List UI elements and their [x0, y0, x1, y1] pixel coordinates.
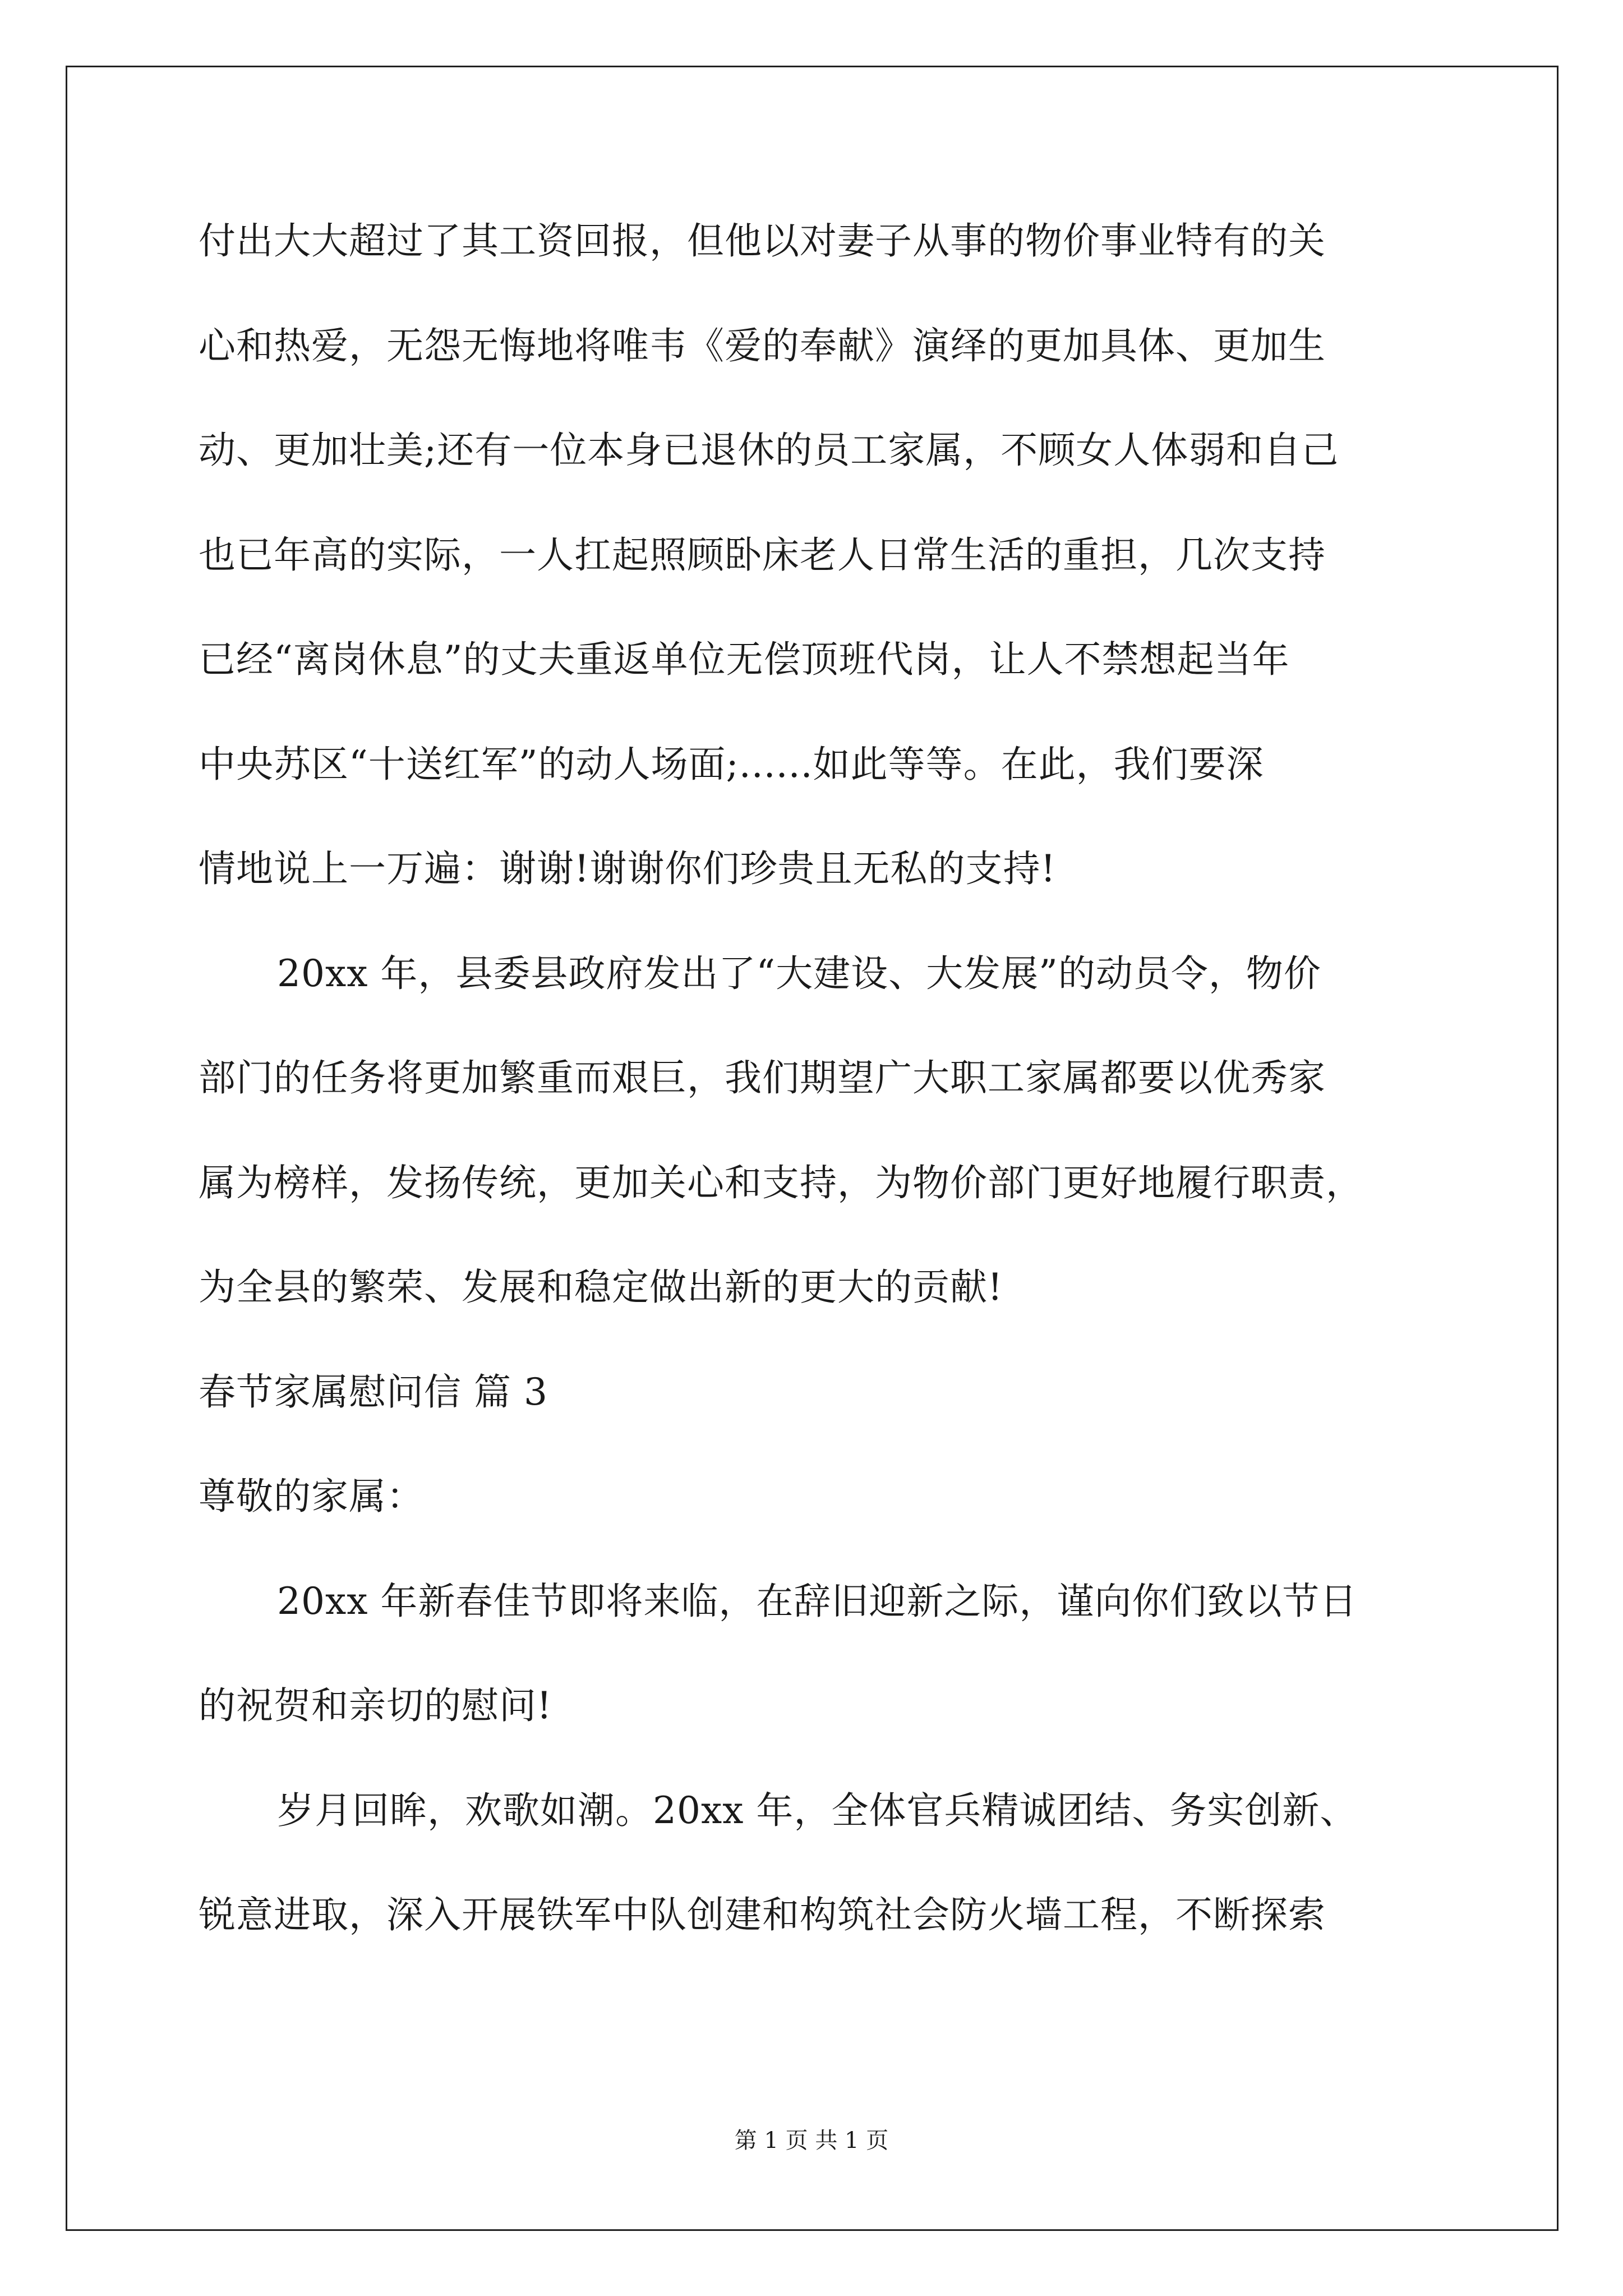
salutation: 尊敬的家属：: [199, 1475, 424, 1518]
body-line-17: 锐意进取，深入开展铁军中队创建和构筑社会防火墙工程，不断探索: [199, 1893, 1326, 1936]
body-line-9: 部门的任务将更加繁重而艰巨，我们期望广大职工家属都要以优秀家: [199, 1056, 1326, 1099]
body-line-11: 为全县的繁荣、发展和稳定做出新的更大的贡献!: [199, 1266, 1003, 1309]
section-heading: 春节家属慰问信 篇 3: [199, 1370, 548, 1414]
body-line-15: 的祝贺和亲切的慰问!: [199, 1684, 552, 1727]
body-line-3: 动、更加壮美;还有一位本身已退休的员工家属，不顾女人体弱和自己: [199, 429, 1339, 472]
paragraph-start-line: 岁月回眸，欢歌如潮。20xx 年，全体官兵精诚团结、务实创新、: [277, 1789, 1358, 1832]
body-line-6: 中央苏区“十送红军”的动人场面;......如此等等。在此，我们要深: [199, 743, 1264, 786]
paragraph-start-line: 20xx 年，县委县政府发出了“大建设、大发展”的动员令，物价: [277, 952, 1321, 995]
body-line-10: 属为榜样，发扬传统，更加关心和支持，为物价部门更好地履行职责，: [199, 1161, 1363, 1204]
page-number-footer: 第 1 页 共 1 页: [734, 2128, 889, 2154]
paragraph-start-line: 20xx 年新春佳节即将来临，在辞旧迎新之际，谨向你们致以节日: [277, 1580, 1358, 1623]
body-line-2: 心和热爱，无怨无悔地将唯韦《爱的奉献》演绎的更加具体、更加生: [199, 324, 1326, 367]
body-line-4: 也已年高的实际，一人扛起照顾卧床老人日常生活的重担，几次支持: [199, 533, 1326, 577]
body-line-5: 已经“离岗休息”的丈夫重返单位无偿顶班代岗，让人不禁想起当年: [199, 638, 1290, 681]
body-line-7: 情地说上一万遍：谢谢!谢谢你们珍贵且无私的支持!: [199, 847, 1057, 890]
body-line-1: 付出大大超过了其工资回报，但他以对妻子从事的物价事业特有的关: [199, 219, 1326, 263]
